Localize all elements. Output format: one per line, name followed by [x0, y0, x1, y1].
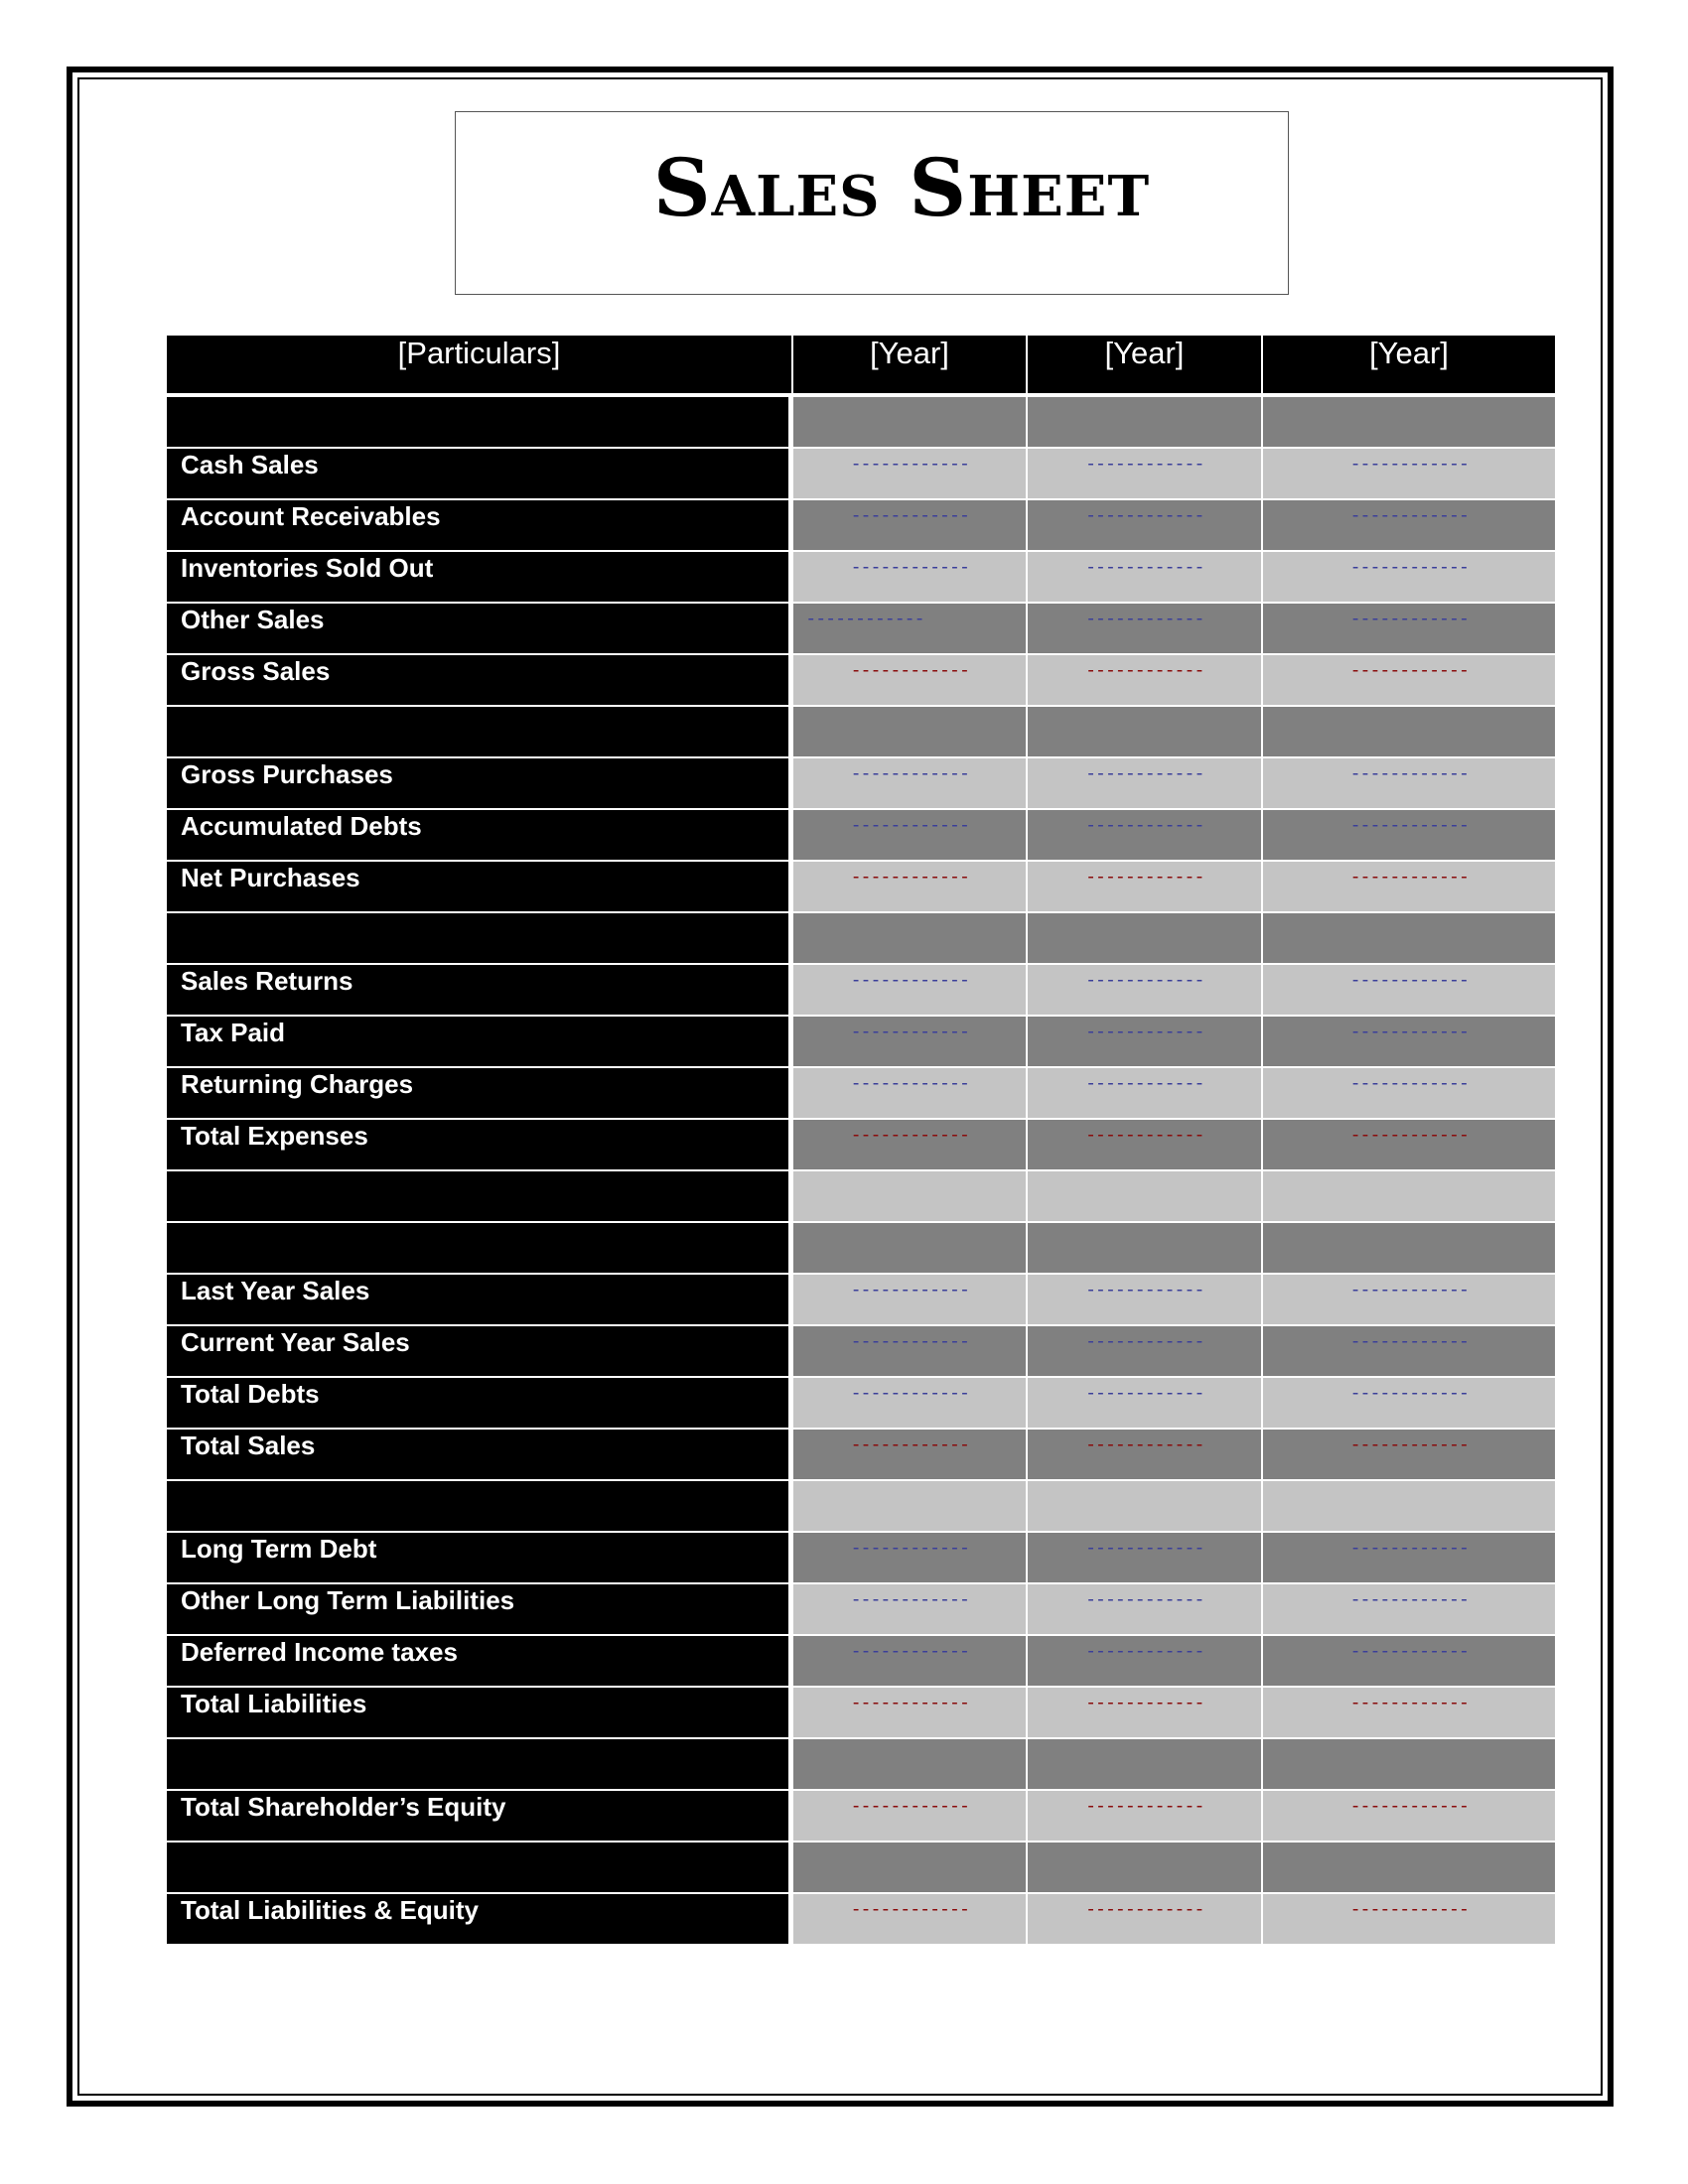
- row-label: [167, 1739, 793, 1791]
- year-1-cell[interactable]: [793, 1791, 1028, 1843]
- value-placeholder: ------------: [805, 608, 924, 629]
- table-row: [167, 1688, 1555, 1739]
- row-label: Tax Paid: [167, 1017, 793, 1068]
- year-3-cell[interactable]: [1263, 1894, 1555, 1946]
- year-1-cell[interactable]: [793, 1068, 1028, 1120]
- value-placeholder: ------------: [850, 453, 969, 475]
- year-1-cell[interactable]: [793, 1120, 1028, 1171]
- year-1-cell[interactable]: [793, 758, 1028, 810]
- row-label: Last Year Sales: [167, 1275, 793, 1326]
- value-placeholder: ------------: [1349, 762, 1469, 784]
- row-label: Total Debts: [167, 1378, 793, 1430]
- value-placeholder: ------------: [1084, 1640, 1204, 1662]
- header-particulars: [Particulars]: [167, 336, 793, 393]
- value-placeholder: ------------: [850, 1588, 969, 1610]
- table-row: [167, 655, 1555, 707]
- header-year-2: [Year]: [1028, 336, 1263, 393]
- year-2-cell[interactable]: [1028, 449, 1263, 500]
- year-1-cell[interactable]: [793, 913, 1028, 965]
- table-row: [167, 500, 1555, 552]
- value-placeholder: ------------: [1349, 453, 1469, 475]
- row-label: [167, 1843, 793, 1894]
- year-1-cell[interactable]: [793, 1378, 1028, 1430]
- value-placeholder: ------------: [1084, 504, 1204, 526]
- year-3-cell[interactable]: [1263, 810, 1555, 862]
- year-2-cell[interactable]: [1028, 913, 1263, 965]
- table-row: [167, 913, 1555, 965]
- value-placeholder: ------------: [1084, 608, 1204, 629]
- year-3-cell[interactable]: [1263, 1688, 1555, 1739]
- row-label: Account Receivables: [167, 500, 793, 552]
- value-placeholder: ------------: [1349, 1537, 1469, 1559]
- year-3-cell[interactable]: [1263, 1275, 1555, 1326]
- row-label: Total Shareholder’s Equity: [167, 1791, 793, 1843]
- table-row: [167, 1636, 1555, 1688]
- table-row: [167, 707, 1555, 758]
- value-placeholder: ------------: [1084, 762, 1204, 784]
- table-header: [167, 336, 1555, 397]
- row-label: Net Purchases: [167, 862, 793, 913]
- year-2-cell[interactable]: [1028, 758, 1263, 810]
- year-1-cell[interactable]: [793, 965, 1028, 1017]
- value-placeholder: ------------: [1349, 504, 1469, 526]
- value-placeholder: ------------: [1084, 1330, 1204, 1352]
- year-3-cell[interactable]: [1263, 1533, 1555, 1584]
- year-2-cell[interactable]: [1028, 1171, 1263, 1223]
- table-row: [167, 758, 1555, 810]
- year-3-cell[interactable]: [1263, 913, 1555, 965]
- value-placeholder: ------------: [850, 762, 969, 784]
- value-placeholder: ------------: [1084, 453, 1204, 475]
- value-placeholder: ------------: [1084, 1795, 1204, 1817]
- value-placeholder: ------------: [850, 1692, 969, 1713]
- value-placeholder: ------------: [1349, 1382, 1469, 1404]
- value-placeholder: ------------: [850, 866, 969, 887]
- row-label: Sales Returns: [167, 965, 793, 1017]
- year-3-cell[interactable]: [1263, 552, 1555, 604]
- year-1-cell[interactable]: [793, 1533, 1028, 1584]
- table-row: [167, 1326, 1555, 1378]
- value-placeholder: ------------: [850, 1279, 969, 1300]
- value-placeholder: ------------: [850, 1795, 969, 1817]
- year-2-cell[interactable]: [1028, 655, 1263, 707]
- value-placeholder: ------------: [1349, 1021, 1469, 1042]
- year-1-cell[interactable]: [793, 1223, 1028, 1275]
- year-1-cell[interactable]: [793, 655, 1028, 707]
- value-placeholder: ------------: [1349, 1588, 1469, 1610]
- table-row: [167, 1584, 1555, 1636]
- year-2-cell[interactable]: [1028, 707, 1263, 758]
- row-label: [167, 913, 793, 965]
- year-3-cell[interactable]: [1263, 1584, 1555, 1636]
- year-1-cell[interactable]: [793, 552, 1028, 604]
- year-3-cell[interactable]: [1263, 1017, 1555, 1068]
- value-placeholder: ------------: [1349, 1124, 1469, 1146]
- table-row: [167, 397, 1555, 449]
- year-3-cell[interactable]: [1263, 758, 1555, 810]
- value-placeholder: ------------: [1349, 866, 1469, 887]
- table-row: [167, 1843, 1555, 1894]
- value-placeholder: ------------: [1349, 1795, 1469, 1817]
- value-placeholder: ------------: [850, 1021, 969, 1042]
- year-3-cell[interactable]: [1263, 1430, 1555, 1481]
- year-3-cell[interactable]: [1263, 1171, 1555, 1223]
- year-2-cell[interactable]: [1028, 1584, 1263, 1636]
- value-placeholder: ------------: [850, 556, 969, 578]
- value-placeholder: ------------: [1084, 1692, 1204, 1713]
- year-1-cell[interactable]: [793, 1275, 1028, 1326]
- row-label: [167, 397, 793, 449]
- value-placeholder: ------------: [1349, 1330, 1469, 1352]
- year-3-cell[interactable]: [1263, 965, 1555, 1017]
- row-label: Total Liabilities: [167, 1688, 793, 1739]
- row-label: [167, 1171, 793, 1223]
- year-1-cell[interactable]: [793, 1430, 1028, 1481]
- value-placeholder: ------------: [850, 504, 969, 526]
- value-placeholder: ------------: [1084, 1072, 1204, 1094]
- year-3-cell[interactable]: [1263, 1068, 1555, 1120]
- value-placeholder: ------------: [1349, 608, 1469, 629]
- year-3-cell[interactable]: [1263, 1120, 1555, 1171]
- value-placeholder: ------------: [1349, 1692, 1469, 1713]
- value-placeholder: ------------: [850, 969, 969, 991]
- year-1-cell[interactable]: [793, 1894, 1028, 1946]
- table-row: [167, 810, 1555, 862]
- year-2-cell[interactable]: [1028, 1017, 1263, 1068]
- row-label: Returning Charges: [167, 1068, 793, 1120]
- table-body: [167, 397, 1555, 1946]
- year-1-cell[interactable]: [793, 810, 1028, 862]
- year-2-cell[interactable]: [1028, 1430, 1263, 1481]
- year-2-cell[interactable]: [1028, 1275, 1263, 1326]
- table-row: [167, 1739, 1555, 1791]
- year-1-cell[interactable]: [793, 1739, 1028, 1791]
- table-row: [167, 552, 1555, 604]
- value-placeholder: ------------: [850, 1433, 969, 1455]
- year-1-cell[interactable]: [793, 1843, 1028, 1894]
- year-1-cell[interactable]: [793, 1326, 1028, 1378]
- value-placeholder: ------------: [1349, 1640, 1469, 1662]
- table-row: [167, 1533, 1555, 1584]
- year-3-cell[interactable]: [1263, 1843, 1555, 1894]
- year-2-cell[interactable]: [1028, 1739, 1263, 1791]
- table-row: [167, 449, 1555, 500]
- value-placeholder: ------------: [1349, 659, 1469, 681]
- row-label: Cash Sales: [167, 449, 793, 500]
- table-row: [167, 1378, 1555, 1430]
- value-placeholder: ------------: [1349, 814, 1469, 836]
- year-2-cell[interactable]: [1028, 1533, 1263, 1584]
- value-placeholder: ------------: [1349, 1072, 1469, 1094]
- year-2-cell[interactable]: [1028, 500, 1263, 552]
- value-placeholder: ------------: [1084, 1124, 1204, 1146]
- row-label: [167, 1481, 793, 1533]
- value-placeholder: ------------: [850, 1898, 969, 1920]
- value-placeholder: ------------: [1349, 969, 1469, 991]
- year-3-cell[interactable]: [1263, 1378, 1555, 1430]
- year-2-cell[interactable]: [1028, 1791, 1263, 1843]
- value-placeholder: ------------: [850, 1072, 969, 1094]
- row-label: Total Sales: [167, 1430, 793, 1481]
- year-3-cell[interactable]: [1263, 655, 1555, 707]
- year-2-cell[interactable]: [1028, 1326, 1263, 1378]
- row-label: Other Long Term Liabilities: [167, 1584, 793, 1636]
- table-row: [167, 1481, 1555, 1533]
- table-row: [167, 1430, 1555, 1481]
- year-3-cell[interactable]: [1263, 1791, 1555, 1843]
- title-box: [455, 111, 1289, 295]
- year-3-cell[interactable]: [1263, 1636, 1555, 1688]
- row-label: Inventories Sold Out: [167, 552, 793, 604]
- year-2-cell[interactable]: [1028, 810, 1263, 862]
- table-row: [167, 1120, 1555, 1171]
- value-placeholder: ------------: [850, 814, 969, 836]
- year-1-cell[interactable]: [793, 1688, 1028, 1739]
- year-2-cell[interactable]: [1028, 862, 1263, 913]
- value-placeholder: ------------: [1349, 1279, 1469, 1300]
- year-2-cell[interactable]: [1028, 1120, 1263, 1171]
- value-placeholder: ------------: [1084, 1433, 1204, 1455]
- year-1-cell[interactable]: [793, 449, 1028, 500]
- year-1-cell[interactable]: [793, 1636, 1028, 1688]
- table-row: [167, 1068, 1555, 1120]
- value-placeholder: ------------: [1084, 969, 1204, 991]
- year-3-cell[interactable]: [1263, 604, 1555, 655]
- value-placeholder: ------------: [850, 1124, 969, 1146]
- row-label: Other Sales: [167, 604, 793, 655]
- year-2-cell[interactable]: [1028, 1688, 1263, 1739]
- year-3-cell[interactable]: [1263, 1326, 1555, 1378]
- row-label: Total Liabilities & Equity: [167, 1894, 793, 1946]
- value-placeholder: ------------: [1084, 1588, 1204, 1610]
- value-placeholder: ------------: [1084, 866, 1204, 887]
- row-label: Gross Sales: [167, 655, 793, 707]
- row-label: Gross Purchases: [167, 758, 793, 810]
- sales-table: [167, 336, 1555, 1946]
- year-3-cell[interactable]: [1263, 1223, 1555, 1275]
- year-1-cell[interactable]: [793, 604, 1028, 655]
- value-placeholder: ------------: [1084, 1021, 1204, 1042]
- table-row: [167, 1171, 1555, 1223]
- value-placeholder: ------------: [850, 1537, 969, 1559]
- year-3-cell[interactable]: [1263, 397, 1555, 449]
- year-1-cell[interactable]: [793, 1171, 1028, 1223]
- year-2-cell[interactable]: [1028, 1223, 1263, 1275]
- row-label: [167, 1223, 793, 1275]
- year-3-cell[interactable]: [1263, 1481, 1555, 1533]
- year-1-cell[interactable]: [793, 1584, 1028, 1636]
- year-3-cell[interactable]: [1263, 449, 1555, 500]
- table-row: [167, 862, 1555, 913]
- value-placeholder: ------------: [1084, 1382, 1204, 1404]
- row-label: [167, 707, 793, 758]
- value-placeholder: ------------: [850, 659, 969, 681]
- year-3-cell[interactable]: [1263, 1739, 1555, 1791]
- header-year-1: [Year]: [793, 336, 1028, 393]
- row-label: Current Year Sales: [167, 1326, 793, 1378]
- value-placeholder: ------------: [1084, 556, 1204, 578]
- table-row: [167, 1017, 1555, 1068]
- table-row: [167, 1894, 1555, 1946]
- table-row: [167, 965, 1555, 1017]
- row-label: Deferred Income taxes: [167, 1636, 793, 1688]
- value-placeholder: ------------: [1084, 1279, 1204, 1300]
- year-2-cell[interactable]: [1028, 1894, 1263, 1946]
- year-1-cell[interactable]: [793, 500, 1028, 552]
- value-placeholder: ------------: [1084, 659, 1204, 681]
- year-1-cell[interactable]: [793, 1481, 1028, 1533]
- value-placeholder: ------------: [1349, 556, 1469, 578]
- row-label: Accumulated Debts: [167, 810, 793, 862]
- value-placeholder: ------------: [850, 1640, 969, 1662]
- year-2-cell[interactable]: [1028, 1636, 1263, 1688]
- year-2-cell[interactable]: [1028, 397, 1263, 449]
- year-2-cell[interactable]: [1028, 1481, 1263, 1533]
- page-title: Sales Sheet: [652, 141, 1151, 234]
- year-2-cell[interactable]: [1028, 1068, 1263, 1120]
- year-1-cell[interactable]: [793, 862, 1028, 913]
- header-year-3: [Year]: [1263, 336, 1555, 393]
- table-row: [167, 604, 1555, 655]
- year-3-cell[interactable]: [1263, 862, 1555, 913]
- value-placeholder: ------------: [1349, 1898, 1469, 1920]
- row-label: Total Expenses: [167, 1120, 793, 1171]
- year-2-cell[interactable]: [1028, 604, 1263, 655]
- row-label: Long Term Debt: [167, 1533, 793, 1584]
- year-1-cell[interactable]: [793, 1017, 1028, 1068]
- year-1-cell[interactable]: [793, 707, 1028, 758]
- value-placeholder: ------------: [1349, 1433, 1469, 1455]
- year-2-cell[interactable]: [1028, 965, 1263, 1017]
- value-placeholder: ------------: [1084, 1898, 1204, 1920]
- table-row: [167, 1275, 1555, 1326]
- value-placeholder: ------------: [1084, 1537, 1204, 1559]
- table-row: [167, 1223, 1555, 1275]
- value-placeholder: ------------: [850, 1330, 969, 1352]
- value-placeholder: ------------: [1084, 814, 1204, 836]
- table-row: [167, 1791, 1555, 1843]
- year-2-cell[interactable]: [1028, 1378, 1263, 1430]
- value-placeholder: ------------: [850, 1382, 969, 1404]
- year-3-cell[interactable]: [1263, 707, 1555, 758]
- year-1-cell[interactable]: [793, 397, 1028, 449]
- year-2-cell[interactable]: [1028, 552, 1263, 604]
- year-2-cell[interactable]: [1028, 1843, 1263, 1894]
- year-3-cell[interactable]: [1263, 500, 1555, 552]
